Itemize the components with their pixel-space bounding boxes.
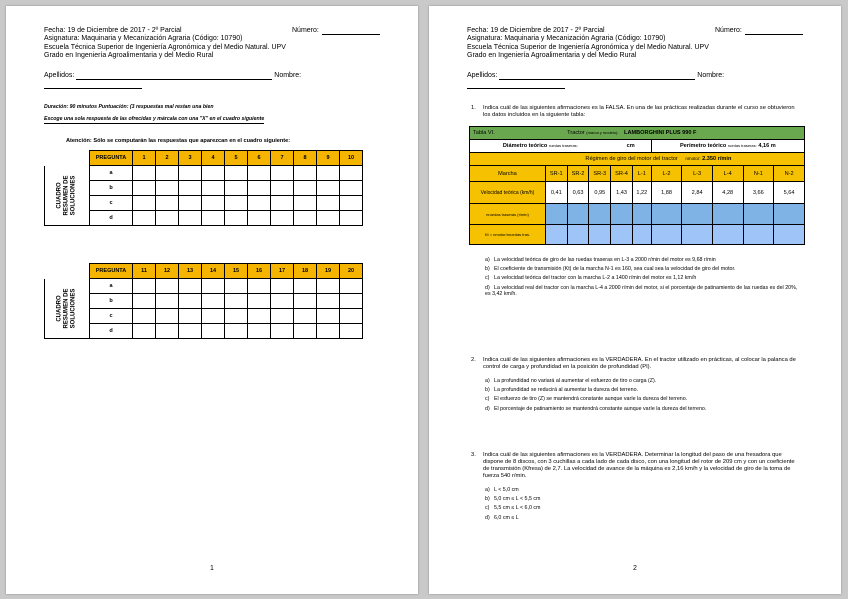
speed-value: 0,63	[567, 182, 589, 204]
option-letter: d	[90, 211, 133, 226]
kt-label: Kt = nmotor/nruedas tras.	[470, 225, 546, 245]
question-number: 20	[340, 264, 363, 279]
answer-row	[45, 279, 363, 294]
answer-cell[interactable]	[202, 211, 225, 226]
answer-cell[interactable]	[317, 324, 340, 339]
question-text: Indica cuál de las siguientes afirmaciones es la VERDADERA. En el tractor utilizado en prácticas, al colocar la palanca de control de carga y profundidad en la posición de profundidad (PI).	[483, 357, 796, 370]
answer-cell[interactable]	[133, 196, 156, 211]
nombre-label: Nombre:	[274, 72, 302, 79]
option-b[interactable]: b) La profundidad se reducirá al aumentar la dureza del terreno.	[485, 387, 638, 394]
answer-cell[interactable]	[271, 166, 294, 181]
speed-value: 2,84	[682, 182, 713, 204]
pregunta-header: PREGUNTA	[90, 264, 133, 279]
answer-cell[interactable]	[294, 279, 317, 294]
nruedas-label: nruedas traseras (r/min)	[470, 204, 546, 225]
question-number: 2	[156, 151, 179, 166]
question-number: 8	[294, 151, 317, 166]
question-number: 16	[248, 264, 271, 279]
numero-label: Número:	[292, 27, 319, 34]
speed-value: 3,66	[743, 182, 774, 204]
option-letter: a	[90, 166, 133, 181]
answer-cell[interactable]	[271, 211, 294, 226]
fill-cell[interactable]	[743, 225, 774, 245]
gear: N-1	[743, 166, 774, 182]
answer-row	[45, 166, 363, 181]
answer-cell[interactable]	[294, 166, 317, 181]
speed-value: 5,64	[774, 182, 805, 204]
answer-cell[interactable]	[225, 324, 248, 339]
option-d[interactable]: d) La velocidad real del tractor con la marcha L-4 a 2000 r/min del motor, si el porcentaje de patinamiento de las ruedas es del 20%, es 3,42 km/h.	[485, 284, 798, 298]
answer-cell[interactable]	[179, 279, 202, 294]
answer-cell[interactable]	[133, 166, 156, 181]
answer-cell[interactable]	[202, 166, 225, 181]
diametro-label: Diámetro teórico ruedas traseras:	[470, 140, 611, 153]
option-d[interactable]: d) El porcentaje de patinamiento se mantendrá constante aunque varíe la dureza del terreno.	[485, 405, 707, 412]
answer-cell[interactable]	[294, 324, 317, 339]
page2-name-row	[467, 72, 807, 89]
option-letter: c	[90, 196, 133, 211]
nombre-field[interactable]	[467, 82, 565, 89]
answer-cell[interactable]	[179, 196, 202, 211]
fill-cell[interactable]	[651, 225, 682, 245]
apellidos-field[interactable]	[499, 73, 695, 80]
gear: L-4	[712, 166, 743, 182]
answer-cell[interactable]	[340, 166, 363, 181]
fill-cell[interactable]	[632, 225, 651, 245]
answer-cell[interactable]	[340, 294, 363, 309]
answer-cell[interactable]	[133, 211, 156, 226]
fill-cell[interactable]	[589, 225, 611, 245]
speed-value: 0,41	[545, 182, 567, 204]
gear: SR-1	[545, 166, 567, 182]
answer-cell[interactable]	[294, 181, 317, 196]
option-d[interactable]: d) 6,0 cm ≤ L	[485, 514, 519, 521]
speed-value: 1,22	[632, 182, 651, 204]
answer-cell[interactable]	[248, 196, 271, 211]
gear: N-2	[774, 166, 805, 182]
numero-label: Número:	[715, 27, 742, 34]
fill-cell[interactable]	[611, 204, 633, 225]
answer-cell[interactable]	[225, 294, 248, 309]
option-c[interactable]: c) 5,5 cm ≤ L < 6,0 cm	[485, 505, 541, 512]
answer-cell[interactable]	[179, 211, 202, 226]
numero-field[interactable]	[745, 28, 803, 35]
answer-cell[interactable]	[271, 309, 294, 324]
speed-value: 1,43	[611, 182, 633, 204]
option-a[interactable]: a) La profundidad no variará al aumentar el esfuerzo de tiro o carga (Z).	[485, 378, 657, 384]
answer-cell[interactable]	[317, 279, 340, 294]
fill-cell[interactable]	[651, 204, 682, 225]
answer-cell[interactable]	[202, 324, 225, 339]
answer-cell[interactable]	[317, 211, 340, 226]
answer-cell[interactable]	[248, 211, 271, 226]
answer-cell[interactable]	[202, 279, 225, 294]
fill-cell[interactable]	[545, 225, 567, 245]
fill-cell[interactable]	[611, 225, 633, 245]
question-number: 9	[317, 151, 340, 166]
answer-row	[45, 211, 363, 226]
nombre-label: Nombre:	[697, 72, 725, 79]
question-2	[471, 357, 801, 371]
answer-cell[interactable]	[156, 294, 179, 309]
gear: L-3	[682, 166, 713, 182]
fill-cell[interactable]	[545, 204, 567, 225]
answer-cell[interactable]	[156, 211, 179, 226]
atencion-text: Atención: Sólo se computarán las respuestas que aparezcan en el cuadro siguiente:	[66, 138, 291, 144]
question-number: 4	[202, 151, 225, 166]
question-text: Indica cuál de las siguientes afirmaciones es la VERDADERA. Determinar la longitud del paso de una fresadora que dispone de 8 discos, con 3 cuchillas a cada lado de cada disco, con una longitud del rotor de 209 cm y con un coeficiente de transmisión (Kfresa) de 2,7. La velocidad de avance de la máquina es 2,16 km/h y la velocidad de giro de la toma de fuerza 540 r/min.	[483, 452, 795, 479]
option-letter: d	[90, 324, 133, 339]
answer-cell[interactable]	[179, 324, 202, 339]
fecha-text: Fecha: 19 de Diciembre de 2017 - 2º Parcial	[467, 27, 605, 34]
answer-cell[interactable]	[133, 181, 156, 196]
answer-cell[interactable]	[340, 279, 363, 294]
answer-cell[interactable]	[248, 181, 271, 196]
answer-cell[interactable]	[156, 309, 179, 324]
answer-cell[interactable]	[179, 181, 202, 196]
gear: L-1	[632, 166, 651, 182]
answer-cell[interactable]	[156, 181, 179, 196]
perimetro-label: Perímetro teórico ruedas traseras: 4,16 m	[651, 140, 804, 153]
question-number: 13	[179, 264, 202, 279]
answer-cell[interactable]	[271, 279, 294, 294]
answer-cell[interactable]	[156, 324, 179, 339]
answer-cell[interactable]	[271, 196, 294, 211]
question-number: 15	[225, 264, 248, 279]
answer-cell[interactable]	[340, 196, 363, 211]
escuela-text: Escuela Técnica Superior de Ingeniería Agronómica y del Medio Natural. UPV	[44, 43, 286, 51]
escuela-text: Escuela Técnica Superior de Ingeniería Agronómica y del Medio Natural. UPV	[467, 43, 709, 51]
option-letter: c	[90, 309, 133, 324]
tractor-title: Tractor (marca y modelo): LAMBORGHINI PLUS 990 F	[567, 127, 804, 140]
answer-cell[interactable]	[271, 294, 294, 309]
answer-cell[interactable]	[179, 309, 202, 324]
escoge-text: Escoge una sola respuesta de las ofrecidas y márcala con una "X" en el cuadro siguiente	[44, 116, 265, 122]
question-1-options	[485, 257, 803, 300]
fill-cell[interactable]	[682, 204, 713, 225]
question-1	[471, 105, 801, 119]
answer-cell[interactable]	[294, 309, 317, 324]
answer-cell[interactable]	[294, 294, 317, 309]
answer-cell[interactable]	[340, 324, 363, 339]
speed-value: 0,95	[589, 182, 611, 204]
answer-cell[interactable]	[133, 309, 156, 324]
answer-cell[interactable]	[340, 309, 363, 324]
answer-cell[interactable]	[340, 181, 363, 196]
fill-cell[interactable]	[774, 204, 805, 225]
question-number: 1.	[471, 105, 476, 111]
answer-cell[interactable]	[156, 166, 179, 181]
grado-text: Grado en Ingeniería Agroalimentaria y del Medio Rural	[44, 52, 214, 60]
nombre-field[interactable]	[44, 82, 142, 89]
question-number: 3.	[471, 452, 476, 458]
question-number: 10	[340, 151, 363, 166]
option-letter: a	[90, 279, 133, 294]
answer-cell[interactable]	[271, 324, 294, 339]
answer-cell[interactable]	[179, 166, 202, 181]
question-number: 17	[271, 264, 294, 279]
page1-header	[44, 27, 384, 61]
answer-cell[interactable]	[248, 324, 271, 339]
answer-cell[interactable]	[133, 294, 156, 309]
tabla-label: Tabla VI.	[470, 127, 568, 140]
question-3-options	[485, 487, 803, 524]
marcha-label: Marcha	[470, 166, 546, 182]
question-number: 19	[317, 264, 340, 279]
answer-cell[interactable]	[294, 211, 317, 226]
option-b[interactable]: b) El coeficiente de transmisión (Kt) de la marcha N-1 es 160, sea cual sea la velocidad de giro del motor.	[485, 266, 736, 273]
answer-cell[interactable]	[202, 294, 225, 309]
answer-cell[interactable]	[225, 279, 248, 294]
question-text: Indica cuál de las siguientes afirmaciones es la FALSA. En una de las prácticas realizadas durante el curso se obtuvieron los datos incluidos en la siguiente tabla:	[483, 105, 795, 118]
apellidos-label: Apellidos:	[44, 72, 75, 79]
page-number: 1	[210, 565, 214, 572]
question-number: 6	[248, 151, 271, 166]
fill-cell[interactable]	[712, 225, 743, 245]
answer-cell[interactable]	[317, 181, 340, 196]
answer-row	[45, 309, 363, 324]
option-a[interactable]: a) La velocidad teórica de giro de las ruedas traseras en L-3 a 2000 r/min del motor es 9,68 r/min	[485, 257, 716, 263]
exam-page-1	[6, 6, 418, 594]
question-number: 11	[133, 264, 156, 279]
exam-page-2	[429, 6, 841, 594]
answer-cell[interactable]	[225, 211, 248, 226]
asignatura-text: Asignatura: Maquinaria y Mecanización Agraria (Código: 10790)	[467, 35, 666, 43]
answer-cell[interactable]	[271, 181, 294, 196]
answer-cell[interactable]	[340, 211, 363, 226]
tractor-data-table	[469, 126, 805, 245]
answer-cell[interactable]	[202, 196, 225, 211]
fill-cell[interactable]	[589, 204, 611, 225]
option-letter: b	[90, 294, 133, 309]
question-3	[471, 452, 801, 480]
gear: L-2	[651, 166, 682, 182]
answer-cell[interactable]	[317, 166, 340, 181]
question-number: 2.	[471, 357, 476, 363]
answer-cell[interactable]	[317, 196, 340, 211]
answer-cell[interactable]	[225, 181, 248, 196]
answer-row	[45, 196, 363, 211]
answer-cell[interactable]	[179, 294, 202, 309]
answer-cell[interactable]	[225, 196, 248, 211]
duracion-text: Duración: 90 minutos Puntuación: (3 respuestas mal restan una bien	[44, 104, 214, 110]
answer-cell[interactable]	[202, 309, 225, 324]
side-label: CUADRO RESUMEN DE SOLUCIONES	[45, 279, 90, 339]
speed-value: 4,28	[712, 182, 743, 204]
page2-header	[467, 27, 807, 61]
fill-cell[interactable]	[567, 225, 589, 245]
fecha-text: Fecha: 19 de Diciembre de 2017 - 2º Parcial	[44, 27, 182, 34]
answer-row	[45, 181, 363, 196]
answer-cell[interactable]	[202, 181, 225, 196]
grado-text: Grado en Ingeniería Agroalimentaria y del Medio Rural	[467, 52, 637, 60]
question-number: 7	[271, 151, 294, 166]
answer-cell[interactable]	[248, 279, 271, 294]
answer-row	[45, 294, 363, 309]
apellidos-label: Apellidos:	[467, 72, 498, 79]
side-label: CUADRO RESUMEN DE SOLUCIONES	[45, 166, 90, 226]
answer-cell[interactable]	[248, 309, 271, 324]
question-number: 14	[202, 264, 225, 279]
fill-cell[interactable]	[712, 204, 743, 225]
gear: SR-3	[589, 166, 611, 182]
option-c[interactable]: c) El esfuerzo de tiro (Z) se mantendrá constante aunque varíe la dureza del terreno.	[485, 396, 688, 403]
regimen-label: Régimen de giro del motor del tractor nmotor: 2.350 r/min	[545, 153, 804, 166]
speed-value: 1,88	[651, 182, 682, 204]
fill-cell[interactable]	[632, 204, 651, 225]
gear: SR-4	[611, 166, 633, 182]
question-number: 3	[179, 151, 202, 166]
question-2-options	[485, 378, 803, 415]
answer-cell[interactable]	[317, 294, 340, 309]
option-a[interactable]: a) L < 5,0 cm	[485, 487, 519, 493]
pregunta-header: PREGUNTA	[90, 151, 133, 166]
answer-cell[interactable]	[156, 279, 179, 294]
fill-cell[interactable]	[682, 225, 713, 245]
solutions-table-1	[44, 150, 363, 226]
fill-cell[interactable]	[774, 225, 805, 245]
option-b[interactable]: b) 5,0 cm ≤ L < 5,5 cm	[485, 496, 541, 503]
question-number: 12	[156, 264, 179, 279]
answer-cell[interactable]	[294, 196, 317, 211]
question-number: 1	[133, 151, 156, 166]
option-c[interactable]: c) La velocidad teórica del tractor con la marcha L-2 a 1400 r/min del motor es 1,12 km/h	[485, 275, 697, 282]
fill-cell[interactable]	[743, 204, 774, 225]
answer-cell[interactable]	[225, 166, 248, 181]
answer-cell[interactable]	[248, 166, 271, 181]
numero-field[interactable]	[322, 28, 380, 35]
answer-cell[interactable]	[317, 309, 340, 324]
answer-row	[45, 324, 363, 339]
answer-cell[interactable]	[156, 196, 179, 211]
apellidos-field[interactable]	[76, 73, 272, 80]
solutions-table-2	[44, 263, 363, 339]
answer-cell[interactable]	[225, 309, 248, 324]
page1-name-row	[44, 72, 384, 89]
velocidad-label: Velocidad teórica (km/h)	[470, 182, 546, 204]
question-number: 5	[225, 151, 248, 166]
gear: SR-2	[567, 166, 589, 182]
answer-cell[interactable]	[133, 279, 156, 294]
answer-cell[interactable]	[248, 294, 271, 309]
fill-cell[interactable]	[567, 204, 589, 225]
answer-cell[interactable]	[133, 324, 156, 339]
option-letter: b	[90, 181, 133, 196]
page-number: 2	[633, 565, 637, 572]
question-number: 18	[294, 264, 317, 279]
asignatura-text: Asignatura: Maquinaria y Mecanización Agraria (Código: 10790)	[44, 35, 243, 43]
diametro-unit: cm	[611, 140, 652, 153]
